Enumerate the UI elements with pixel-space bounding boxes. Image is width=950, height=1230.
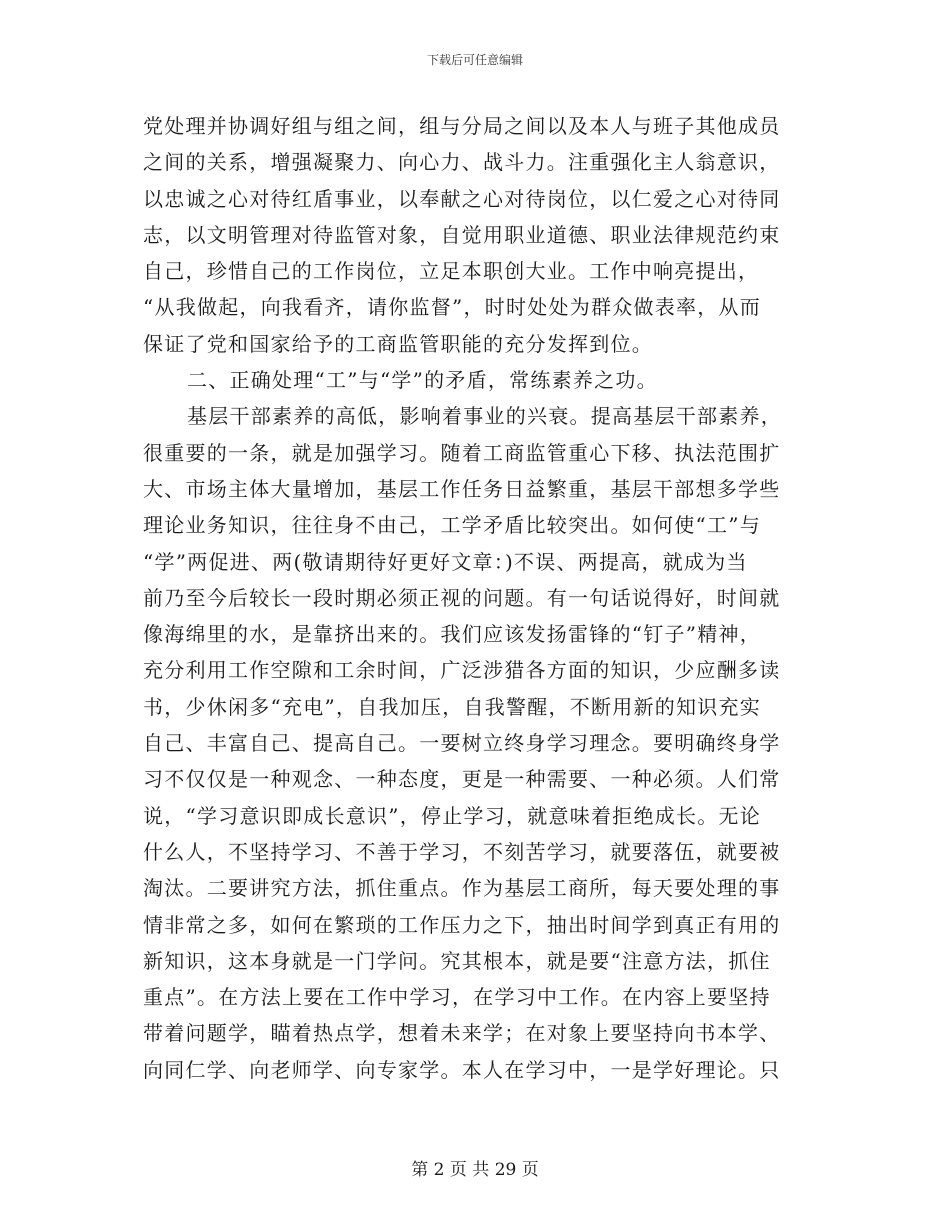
page-number-footer: 第 2 页 共 29 页: [411, 1160, 539, 1180]
body-line: 淘汰。二要讲究方法，抓住重点。作为基层工商所，每天要处理的事: [143, 876, 781, 901]
page-header: 下载后可任意编辑: [426, 53, 523, 67]
paragraph-first-line: 基层干部素养的高低，影响着事业的兴衰。提高基层干部素养，: [187, 404, 782, 429]
body-line: 像海绵里的水，是靠挤出来的。我们应该发扬雷锋的“钉子”精神，: [143, 622, 761, 647]
body-line: 党处理并协调好组与组之间，组与分局之间以及本人与班子其他成员: [143, 114, 781, 138]
body-line: 什么人，不坚持学习、不善于学习，不刻苦学习，就要落伍，就要被: [143, 839, 781, 864]
body-line: 大、市场主体大量增加，基层工作任务日益繁重，基层干部想多学些: [143, 476, 781, 501]
body-line: 重点”。在方法上要在工作中学习，在学习中工作。在内容上要坚持: [143, 985, 771, 1010]
body-line: 以忠诚之心对待红盾事业，以奉献之心对待岗位，以仁爱之心对待同: [143, 186, 781, 211]
body-line: 很重要的一条，就是加强学习。随着工商监管重心下移、执法范围扩: [143, 440, 781, 465]
body-line: “从我做起，向我看齐，请你监督”，时时处处为群众做表率，从而: [143, 295, 761, 320]
document-body: [143, 108, 808, 1088]
body-line: 新知识，这本身就是一门学问。究其根本，就是要“注意方法，抓住: [143, 948, 771, 973]
body-line: 情非常之多，如何在繁琐的工作压力之下，抽出时间学到真正有用的: [143, 912, 781, 937]
body-line: 理论业务知识，往往身不由己，工学矛盾比较突出。如何使“工”与: [143, 513, 761, 538]
body-line: 习不仅仅是一种观念、一种态度，更是一种需要、一种必须。人们常: [143, 767, 781, 792]
body-line: 充分利用工作空隙和工余时间，广泛涉猎各方面的知识，少应酬多读: [143, 658, 781, 683]
body-line: 带着问题学，瞄着热点学，想着未来学；在对象上要坚持向书本学、: [143, 1021, 781, 1046]
body-line: 前乃至今后较长一段时期必须正视的问题。有一句话说得好，时间就: [143, 585, 781, 610]
body-line: 说，“学习意识即成长意识”，停止学习，就意味着拒绝成长。无论: [143, 803, 761, 828]
body-line: 自己，珍惜自己的工作岗位，立足本职创大业。工作中响亮提出，: [143, 259, 760, 284]
body-line: 之间的关系，增强凝聚力、向心力、战斗力。注重强化主人翁意识，: [143, 150, 781, 175]
body-line: 书，少休闲多“充电”，自我加压，自我警醒，不断用新的知识充实: [143, 694, 761, 719]
body-line: 自己、丰富自己、提高自己。一要树立终身学习理念。要明确终身学: [143, 731, 781, 756]
body-line: 保证了党和国家给予的工商监管职能的充分发挥到位。: [143, 331, 653, 356]
body-line: 志，以文明管理对待监管对象，自觉用职业道德、职业法律规范约束: [143, 222, 781, 247]
body-line: 向同仁学、向老师学、向专家学。本人在学习中，一是学好理论。只: [143, 1057, 781, 1082]
section-heading: 二、正确处理“工”与“学”的矛盾，常练素养之功。: [187, 368, 658, 393]
body-line: “学”两促进、两(敬请期待好更好文章：)不误、两提高，就成为当: [143, 549, 748, 574]
